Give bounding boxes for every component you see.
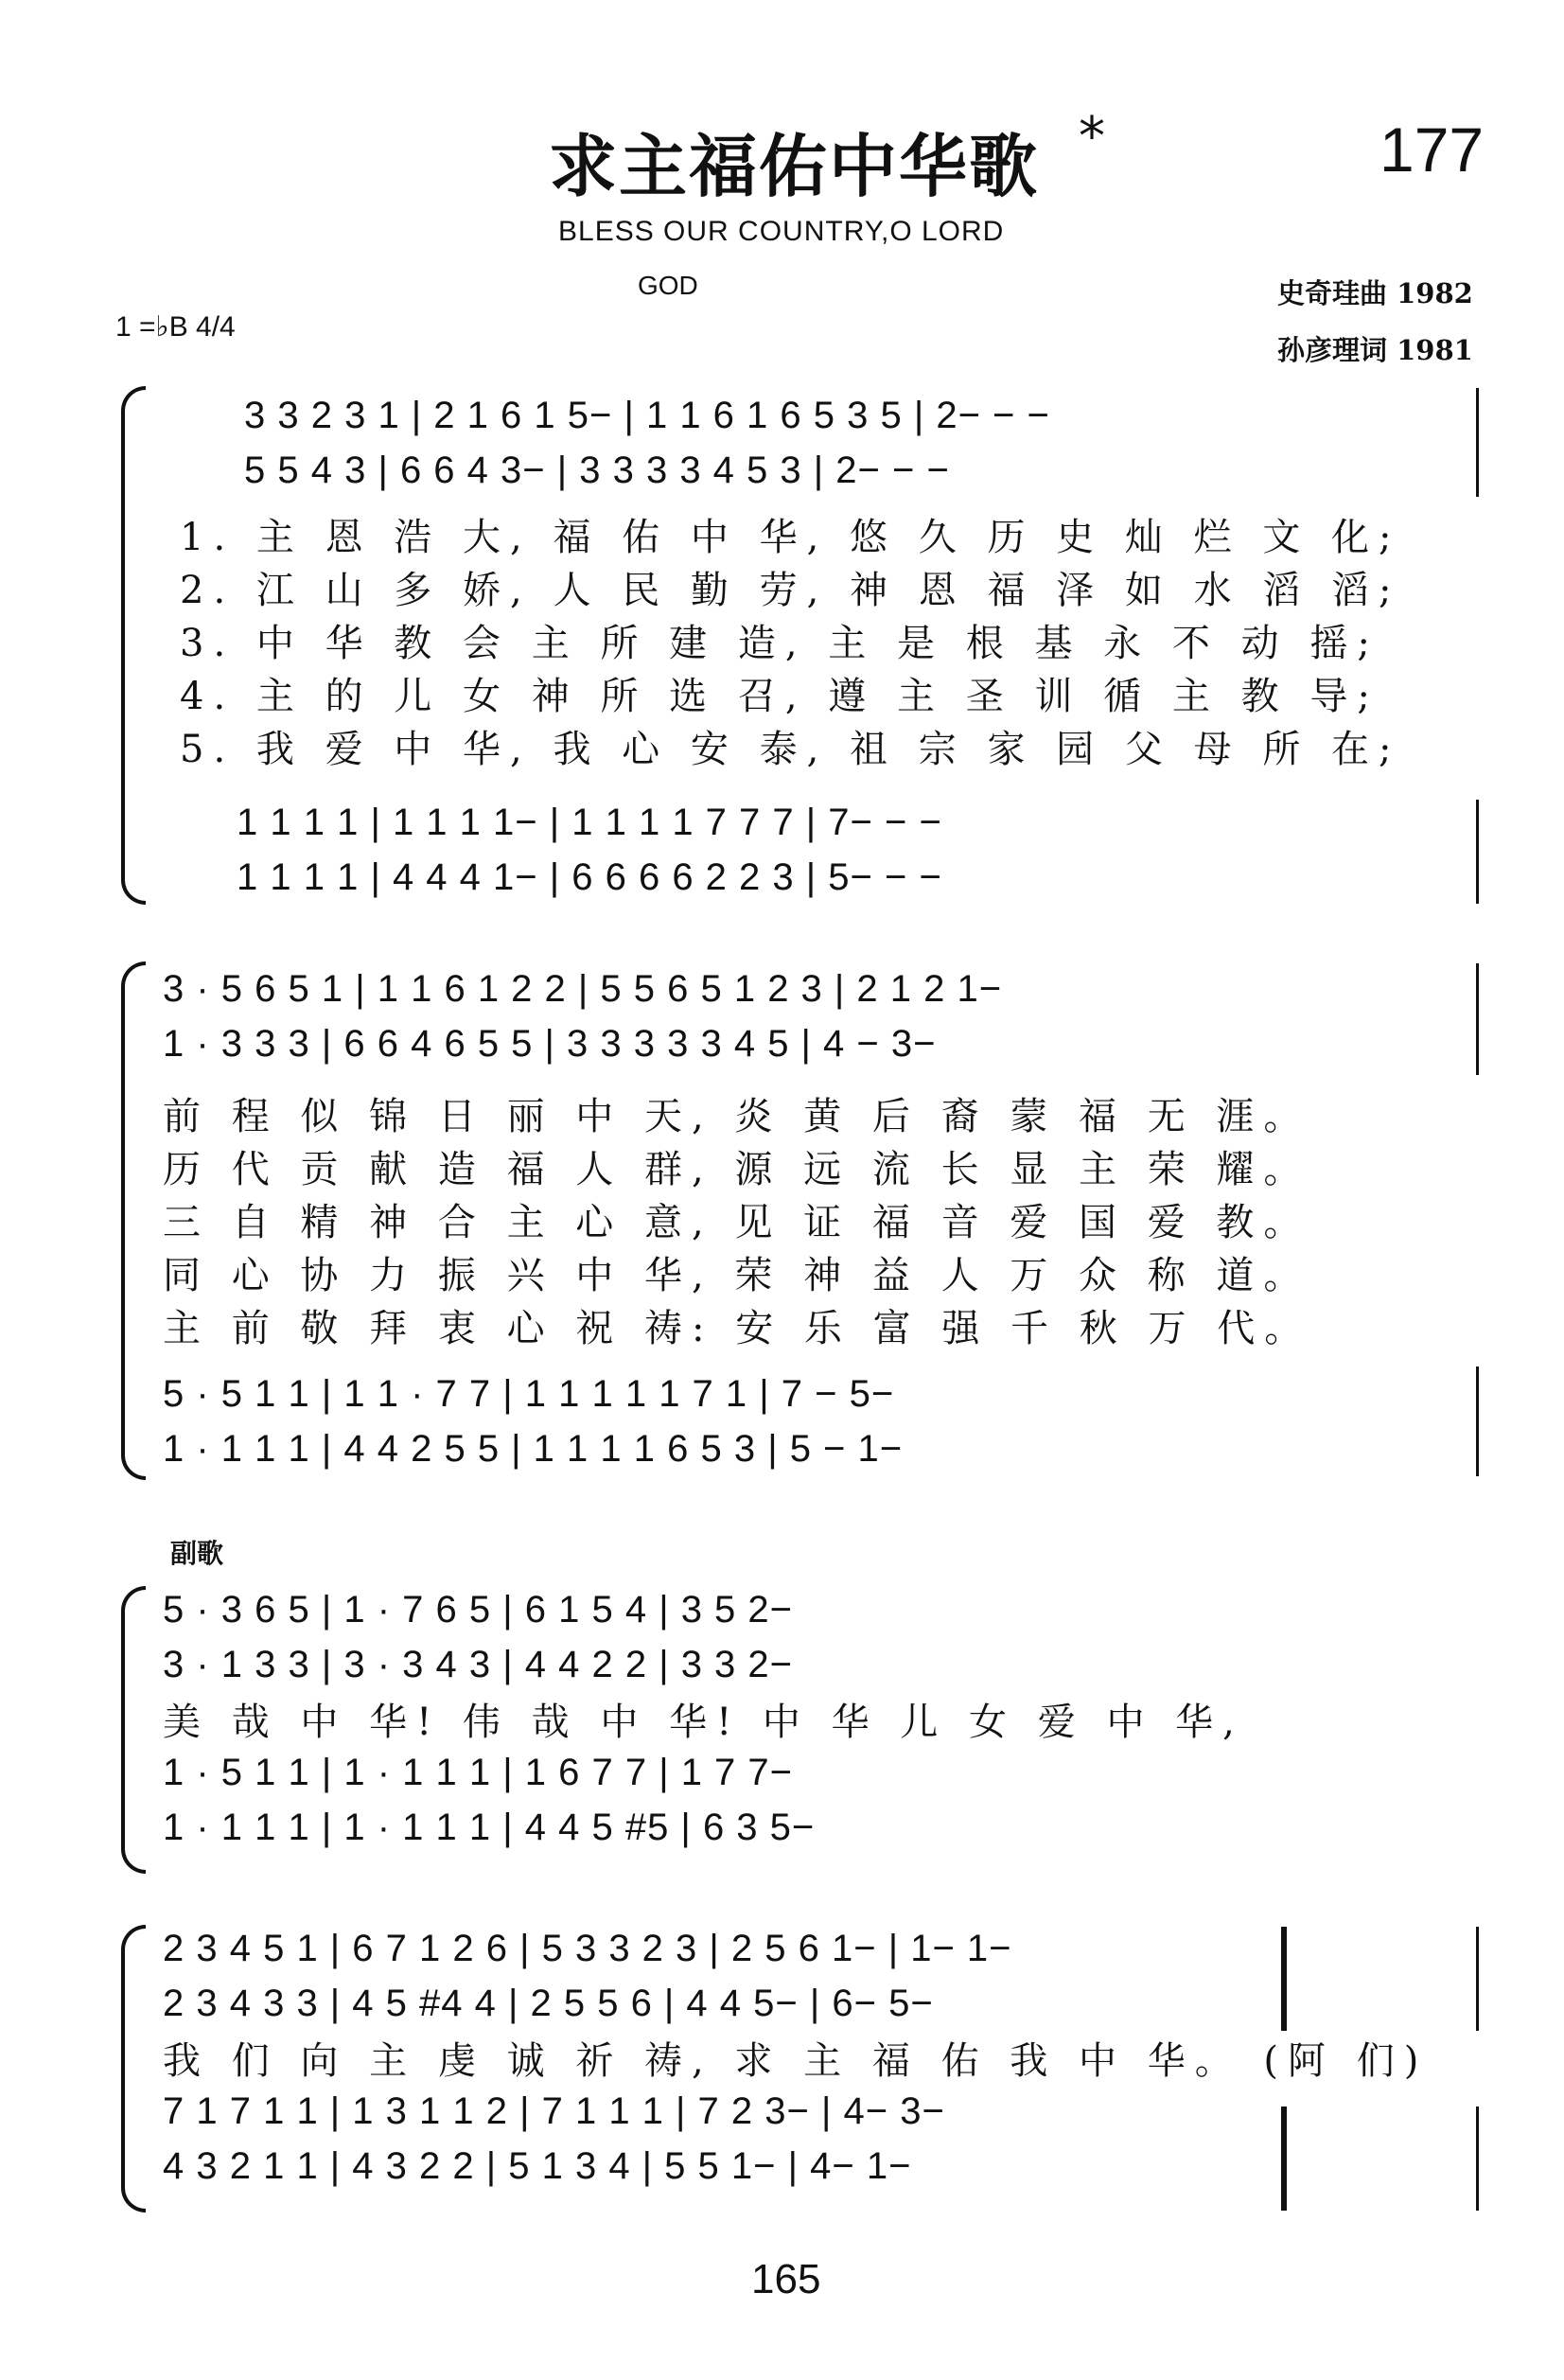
english-subtitle: BLESS OUR COUNTRY,O LORD bbox=[558, 216, 1005, 247]
alto-line: 2 3 4 3 3 | 4 5 #4 4 | 2 5 5 6 | 4 4 5− | 6− 5− bbox=[163, 1982, 934, 2024]
chorus-label: 副歌 bbox=[170, 1538, 224, 1569]
system-1-bracket bbox=[121, 386, 146, 905]
system-1-end-barline-lower bbox=[1476, 800, 1479, 904]
verse-line: 主 前 敬 拜 衷 心 祝 祷: 安 乐 富 强 千 秋 万 代。 bbox=[163, 1306, 1312, 1350]
hymn-title: 求主福佑中华歌 bbox=[549, 126, 1040, 206]
verse-line: 前 程 似 锦 日 丽 中 天, 炎 黄 后 裔 蒙 福 无 涯。 bbox=[163, 1094, 1311, 1138]
english-subtitle-continued: GOD bbox=[638, 271, 698, 300]
system-1-end-barline bbox=[1476, 388, 1479, 497]
verse-line: 我 们 向 主 虔 诚 祈 祷, 求 主 福 佑 我 中 华。 (阿 们) bbox=[163, 2038, 1429, 2083]
tenor-line: 5 · 5 1 1 | 1 1 · 7 7 | 1 1 1 1 1 7 1 | 7 − 5− bbox=[163, 1372, 895, 1415]
system-2-bracket bbox=[121, 961, 146, 1480]
tenor-line: 1 1 1 1 | 1 1 1 1− | 1 1 1 1 7 7 7 | 7− − − bbox=[237, 801, 942, 843]
soprano-line: 5 · 3 6 5 | 1 · 7 6 5 | 6 1 5 4 | 3 5 2− bbox=[163, 1588, 794, 1631]
alto-line: 3 · 1 3 3 | 3 · 3 4 3 | 4 4 2 2 | 3 3 2− bbox=[163, 1643, 794, 1685]
bass-line: 4 3 2 1 1 | 4 3 2 2 | 5 1 3 4 | 5 5 1− | 4− 1− bbox=[163, 2144, 912, 2187]
music-system-4 bbox=[163, 1921, 1428, 2194]
verse-line: 4. 主 的 儿 女 神 所 选 召, 遵 主 圣 训 循 主 教 导; bbox=[180, 674, 1379, 718]
system-2-end-barline-lower bbox=[1476, 1366, 1479, 1476]
music-system-1 bbox=[244, 388, 1050, 498]
music-system-2 bbox=[163, 961, 1002, 1071]
verse-line: 同 心 协 力 振 兴 中 华, 荣 神 益 人 万 众 称 道。 bbox=[163, 1253, 1311, 1297]
bass-line: 1 · 1 1 1 | 4 4 2 5 5 | 1 1 1 1 6 5 3 | 5 − 1− bbox=[163, 1427, 904, 1470]
soprano-line: 3 · 5 6 5 1 | 1 1 6 1 2 2 | 5 5 6 5 1 2 3 | 2 1 2 1− bbox=[163, 967, 1003, 1010]
verse-line: 美 哉 中 华! 伟 哉 中 华! 中 华 儿 女 爱 中 华, bbox=[163, 1700, 1244, 1744]
verses-system-1 bbox=[180, 507, 1401, 772]
verse-line: 三 自 精 神 合 主 心 意, 见 证 福 音 爱 国 爱 教。 bbox=[163, 1200, 1311, 1244]
page-number: 165 bbox=[751, 2256, 821, 2302]
music-system-1-lower bbox=[237, 795, 942, 905]
soprano-line: 3 3 2 3 1 | 2 1 6 1 5− | 1 1 6 1 6 5 3 5 | 2− − − bbox=[244, 394, 1050, 436]
verse-line: 3. 中 华 教 会 主 所 建 造, 主 是 根 基 永 不 动 摇; bbox=[180, 621, 1379, 665]
bass-line: 1 1 1 1 | 4 4 4 1− | 6 6 6 6 2 2 3 | 5− − − bbox=[237, 855, 942, 898]
music-system-3 bbox=[163, 1582, 1244, 1855]
bass-line: 1 · 1 1 1 | 1 · 1 1 1 | 4 4 5 #5 | 6 3 5− bbox=[163, 1806, 816, 1848]
tenor-line: 1 · 5 1 1 | 1 · 1 1 1 | 1 6 7 7 | 1 7 7− bbox=[163, 1751, 794, 1793]
lyricist-credit: 孙彦理词 1981 bbox=[1277, 334, 1473, 366]
system-4-end-barline-lower bbox=[1476, 2107, 1479, 2211]
soprano-line: 2 3 4 5 1 | 6 7 1 2 6 | 5 3 3 2 3 | 2 5 6 1− | 1− 1− bbox=[163, 1927, 1012, 1969]
system-4-bracket bbox=[121, 1925, 146, 2213]
composer-credit: 史奇珪曲 1982 bbox=[1277, 277, 1473, 309]
system-4-end-barline bbox=[1476, 1927, 1479, 2031]
alto-line: 1 · 3 3 3 | 6 6 4 6 5 5 | 3 3 3 3 3 4 5 | 4 − 3− bbox=[163, 1022, 937, 1065]
verse-line: 5. 我 爱 中 华, 我 心 安 泰, 祖 宗 家 园 父 母 所 在; bbox=[180, 727, 1401, 771]
system-3-bracket bbox=[121, 1586, 146, 1874]
verses-system-2 bbox=[163, 1086, 1311, 1351]
tenor-line: 7 1 7 1 1 | 1 3 1 1 2 | 7 1 1 1 | 7 2 3− | 4− 3− bbox=[163, 2089, 945, 2132]
verse-line: 1. 主 恩 浩 大, 福 佑 中 华, 悠 久 历 史 灿 烂 文 化; bbox=[180, 515, 1401, 559]
system-2-end-barline bbox=[1476, 963, 1479, 1075]
alto-line: 5 5 4 3 | 6 6 4 3− | 3 3 3 3 4 5 3 | 2− − − bbox=[244, 449, 950, 491]
title-footnote-mark: * bbox=[1079, 106, 1105, 167]
music-system-2-lower bbox=[163, 1366, 903, 1476]
verse-line: 2. 江 山 多 娇, 人 民 勤 劳, 神 恩 福 泽 如 水 滔 滔; bbox=[180, 568, 1401, 612]
hymn-number: 177 bbox=[1379, 115, 1485, 185]
verse-line: 历 代 贡 献 造 福 人 群, 源 远 流 长 显 主 荣 耀。 bbox=[163, 1147, 1311, 1191]
key-signature: 1 =♭B 4/4 bbox=[115, 311, 236, 343]
